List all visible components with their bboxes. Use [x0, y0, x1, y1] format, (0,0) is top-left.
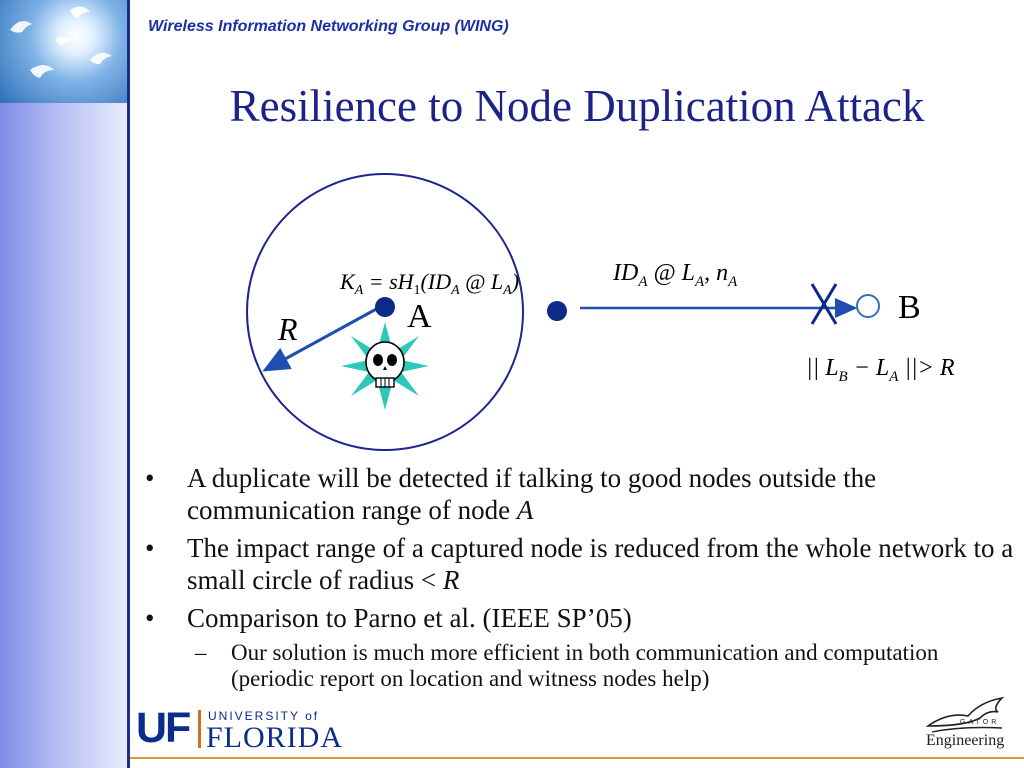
bullet-text: Comparison to Parno et al. (IEEE SP’05) — [187, 603, 632, 633]
engineering-text: Engineering — [926, 732, 1005, 749]
key-formula: $K_A = sH_1(ID_A$ @ $L_A$) — [340, 269, 520, 298]
blocked-cross-icon — [812, 284, 836, 324]
radius-label: R — [278, 311, 298, 347]
footer-rule — [130, 757, 1024, 759]
list-item — [145, 532, 1015, 596]
bullet-marker: • — [145, 463, 155, 493]
list-item — [145, 602, 1015, 634]
bullet-text: A duplicate will be detected if talking to good nodes outside the communication range of node — [187, 463, 877, 525]
gator-icon — [924, 692, 1016, 736]
node-a-label: A — [407, 298, 432, 335]
list-item — [145, 640, 1015, 692]
gator-word: GATOR — [960, 719, 1000, 726]
gator-engineering-logo — [924, 692, 1016, 754]
list-item — [145, 462, 1015, 526]
bullet-emphasis: A — [516, 495, 534, 525]
neighbor-node[interactable] — [547, 301, 567, 321]
dash-marker: – — [195, 640, 207, 665]
node-b[interactable] — [857, 295, 879, 317]
sub-bullet-text: Our solution is much more efficient in both communication and computation (periodic report on location and witness nodes help) — [231, 640, 939, 691]
node-b-label: B — [898, 289, 921, 326]
university-of-text: UNIVERSITY of — [208, 709, 320, 723]
logo-divider — [198, 710, 201, 748]
captured-node-skull-icon — [341, 322, 429, 410]
uf-mark: UF — [136, 704, 190, 752]
node-a[interactable] — [375, 297, 395, 317]
group-name: Wireless Information Networking Group (WING) — [148, 18, 509, 35]
message-label: $ID_A$ @ $L_A$, $n_A$ — [613, 260, 738, 290]
slide-title: Resilience to Node Duplication Attack — [229, 81, 925, 131]
bullet-marker: • — [145, 533, 155, 563]
bullet-emphasis: R — [442, 565, 460, 595]
distance-condition: || $L_B - L_A$ ||> R — [806, 355, 955, 385]
bullet-marker: • — [145, 603, 155, 633]
bullet-list — [145, 462, 1015, 698]
bullet-text: The impact range of a captured node is reduced from the whole network to a small circle of radius < — [187, 533, 1014, 595]
florida-text: FLORIDA — [206, 721, 344, 754]
